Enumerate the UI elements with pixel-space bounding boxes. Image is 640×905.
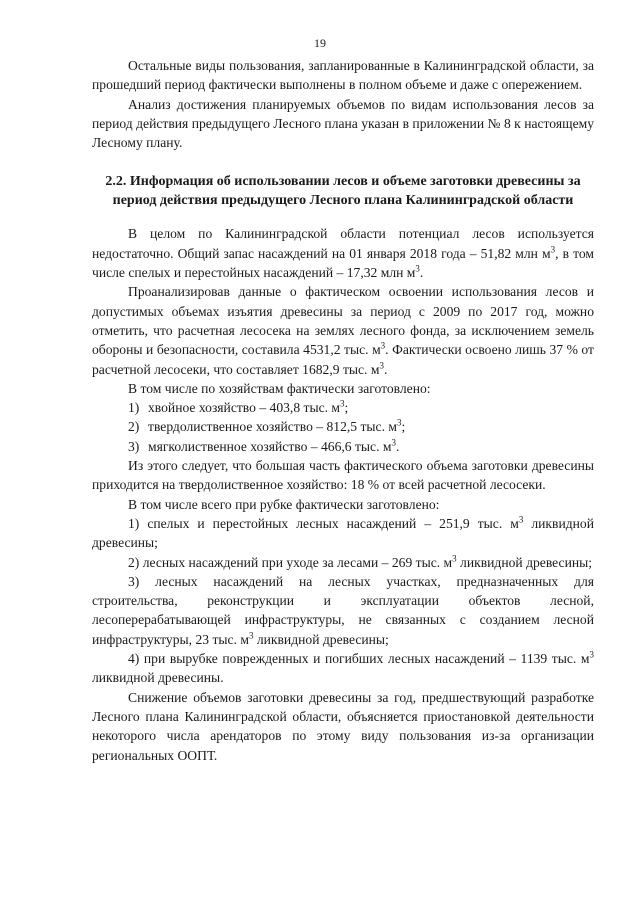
paragraph: В том числе по хозяйствам фактически заготовлено: [128,380,431,396]
paragraph: В целом по Калининградской области потенциал лесов используется недостаточно. Общий запас насаждений на 01 января 2018 года – 51,82 млн $м^3$, в том числе спелых и перестойных насаждений – 17,32 млн $м^3$. [92,226,595,281]
paragraph: Анализ достижения планируемых объемов по видам использования лесов за период действия предыдущего Лесного плана указан в приложении № 8 к настоящему Лесному плану. [92,96,594,151]
list-item: 2) твердолиственное хозяйство – 812,5 тыс. $м^3$; [128,417,406,435]
paragraph: В том числе всего при рубке фактически заготовлено: [128,496,440,512]
section-heading: 2.2. Информация об использовании лесов и объеме заготовки древесины за период действия предыдущего Лесного плана Калининградской области [105,174,581,209]
list-item: 4) при вырубке поврежденных и погибших лесных насаждений – 1139 тыс. $м^3$ ликвидной древесины. [92,649,594,686]
list-item: 3) мягколиственное хозяйство – 466,6 тыс. $м^3$. [128,437,400,454]
list-item: 3) лесных насаждений на лесных участках, предназначенных для строительства, реконструкции и эксплуатации объектов лесной, лесоперерабатывающей инфраструктуры, не связанных с созданием лесной инфраструктуры, 23 тыс. $м^3$ ликвидной древесины; [92,573,594,647]
page-number: 19 [314,36,326,50]
list-item: 1) хвойное хозяйство – 403,8 тыс. $м^3$; [128,398,349,416]
list-item: 1) спелых и перестойных лесных насаждений – 251,9 тыс. $м^3$ ликвидной древесины; [92,514,594,551]
paragraph: Проанализировав данные о фактическом освоении использования лесов и допустимых объемах изъятия древесины за период с 2009 по 2017 год, можно отметить, что расчетная лесосека на землях лесного фонда, за исключением земель обороны и безопасности, составила 4531,2 тыс. $м^3$. Фактически освоено лишь 37 % от расчетной лесосеки, что составляет 1682,9 тыс. $м^3$. [92,284,594,377]
paragraph: Из этого следует, что большая часть фактического объема заготовки древесины приходится на твердолиственное хозяйство: 18 % от всей расчетной лесосеки. [92,458,594,493]
paragraph: Снижение объемов заготовки древесины за год, предшествующий разработке Лесного плана Калининградской области, объясняется приостановкой деятельности некоторого числа арендаторов по этому виду пользования из-за организации региональных ООПТ. [92,689,594,763]
list-item: 2) лесных насаждений при уходе за лесами – 269 тыс. $м^3$ ликвидной древесины; [128,553,593,570]
document-body [92,56,594,765]
paragraph: Остальные виды пользования, запланированные в Калининградской области, за прошедший период фактически выполнены в полном объеме и даже с опережением. [92,58,594,93]
